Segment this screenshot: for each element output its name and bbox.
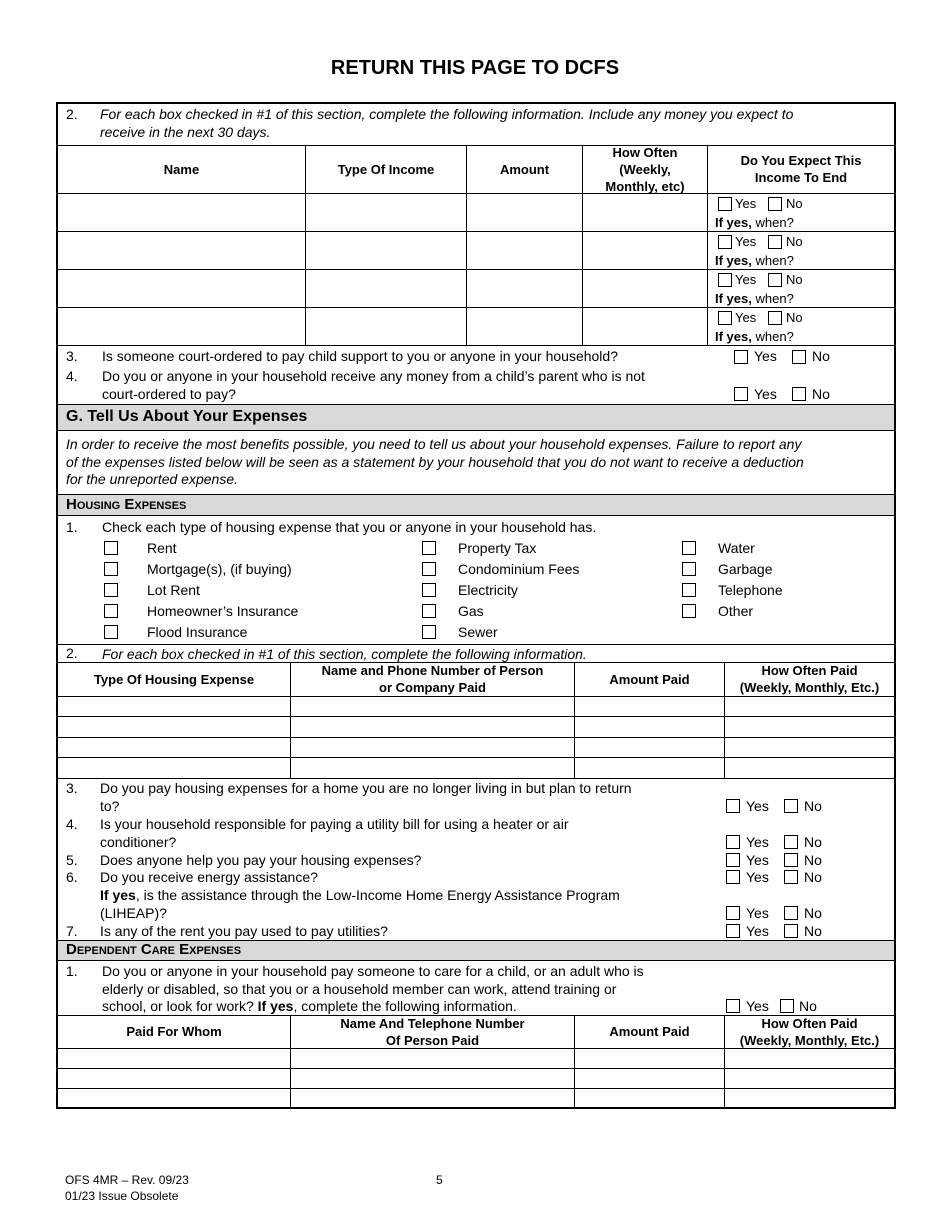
h2-text: For each box checked in #1 of this section, complete the following information. <box>102 646 587 662</box>
water-checkbox[interactable] <box>682 541 696 555</box>
other-checkbox[interactable] <box>682 604 696 618</box>
no-label: No <box>804 834 822 850</box>
yes-label: Yes <box>746 834 769 850</box>
h4-yes-checkbox[interactable] <box>726 835 740 849</box>
no-label: No <box>812 386 830 402</box>
how-often-line1: How Often <box>612 144 678 160</box>
h5-number: 5. <box>66 852 78 868</box>
h6-sub-line1: If yes, is the assistance through the Low-Income Home Energy Assistance Program <box>100 887 620 903</box>
yes-label: Yes <box>746 923 769 939</box>
if-yes-when: If yes, when? <box>715 329 794 344</box>
h4-number: 4. <box>66 816 78 832</box>
housing-expenses-title: Housing Expenses <box>66 496 187 513</box>
rent-checkbox[interactable] <box>104 541 118 555</box>
garbage-checkbox[interactable] <box>682 562 696 576</box>
condominium-fees-label: Condominium Fees <box>458 561 580 577</box>
often-line2: (Weekly, Monthly, Etc.) <box>739 680 880 695</box>
electricity-checkbox[interactable] <box>422 583 436 597</box>
yes-label: Yes <box>746 869 769 885</box>
intro-line2: of the expenses listed below will be seen as a statement by your household that you do not want to receive a deduction <box>66 454 804 470</box>
no-label: No <box>804 923 822 939</box>
gas-label: Gas <box>458 603 484 619</box>
yes-label: Yes <box>746 998 769 1014</box>
yes-label: Yes <box>735 196 757 211</box>
no-label: No <box>812 348 830 364</box>
col-header-amount-paid: Amount Paid <box>609 671 690 687</box>
no-label: No <box>804 905 822 921</box>
col-header-name-phone <box>291 662 574 696</box>
q4-number: 4. <box>66 368 78 384</box>
lot-rent-checkbox[interactable] <box>104 583 118 597</box>
q2-text-line2: receive in the next 30 days. <box>100 124 271 140</box>
col-header-housing-type: Type Of Housing Expense <box>93 671 255 687</box>
sewer-checkbox[interactable] <box>422 625 436 639</box>
col-header-how-often <box>583 145 707 193</box>
income-row3-no-checkbox[interactable] <box>768 273 782 287</box>
flood-insurance-label: Flood Insurance <box>147 624 248 640</box>
mortgage-label: Mortgage(s), (if buying) <box>147 561 292 577</box>
dependent-care-header <box>58 941 894 960</box>
intro-line1: In order to receive the most benefits possible, you need to tell us about your household expenses. Failure to report any <box>66 436 802 452</box>
no-label: No <box>786 272 803 287</box>
rent-label: Rent <box>147 540 177 556</box>
expect-line1: Do You Expect This <box>740 153 862 168</box>
d1-text-line1: Do you or anyone in your household pay someone to care for a child, or an adult who is <box>102 963 644 979</box>
income-row1-yes-checkbox[interactable] <box>718 197 732 211</box>
how-often-line3: Monthly, etc) <box>605 178 685 194</box>
garbage-label: Garbage <box>718 561 773 577</box>
page-title: RETURN THIS PAGE TO DCFS <box>330 57 620 79</box>
h4-no-checkbox[interactable] <box>784 835 798 849</box>
income-row3-yes-checkbox[interactable] <box>718 273 732 287</box>
h3-number: 3. <box>66 780 78 796</box>
h3-no-checkbox[interactable] <box>784 799 798 813</box>
other-label: Other <box>718 603 754 619</box>
col-header-expect-end <box>708 145 894 193</box>
q4-text-line1: Do you or anyone in your household receive any money from a child’s parent who is not <box>102 368 645 384</box>
yes-label: Yes <box>735 234 757 249</box>
telephone-label: Telephone <box>718 582 783 598</box>
col-header-amount: Amount <box>499 161 550 177</box>
d1-text-line2: elderly or disabled, so that you or a household member can work, attend training or <box>102 981 617 997</box>
q2-number: 2. <box>66 106 78 122</box>
no-label: No <box>799 998 817 1014</box>
h2-number: 2. <box>66 645 78 661</box>
section-g-title: G. Tell Us About Your Expenses <box>66 408 308 425</box>
h6-text: Do you receive energy assistance? <box>100 869 318 885</box>
h6-no-checkbox[interactable] <box>784 870 798 884</box>
h7-yes-checkbox[interactable] <box>726 924 740 938</box>
homeowners-insurance-label: Homeowner’s Insurance <box>147 603 299 619</box>
how-often-line2: (Weekly, <box>619 161 671 177</box>
h4-text-line2: conditioner? <box>100 834 177 850</box>
h5-text: Does anyone help you pay your housing expenses? <box>100 852 422 868</box>
expect-line2: Income To End <box>754 170 848 185</box>
d1-yes-checkbox[interactable] <box>726 999 740 1013</box>
if-yes-when: If yes, when? <box>715 253 794 268</box>
h4-text-line1: Is your household responsible for paying a utility bill for using a heater or air <box>100 816 569 832</box>
flood-insurance-checkbox[interactable] <box>104 625 118 639</box>
if-yes-when: If yes, when? <box>715 215 794 230</box>
no-label: No <box>786 310 803 325</box>
d1-number: 1. <box>66 963 78 979</box>
name-phone-line2: or Company Paid <box>379 680 486 695</box>
lot-rent-label: Lot Rent <box>147 582 200 598</box>
yes-label: Yes <box>735 272 757 287</box>
q4-text-line2: court-ordered to pay? <box>102 386 236 402</box>
telephone-checkbox[interactable] <box>682 583 696 597</box>
no-label: No <box>786 234 803 249</box>
q3-text: Is someone court-ordered to pay child support to you or anyone in your household? <box>102 348 618 364</box>
name-phone-line1: Name and Phone Number of Person <box>321 663 544 678</box>
yes-label: Yes <box>735 310 757 325</box>
no-label: No <box>786 196 803 211</box>
sewer-label: Sewer <box>458 624 498 640</box>
liheap-no-checkbox[interactable] <box>784 906 798 920</box>
liheap-yes-checkbox[interactable] <box>726 906 740 920</box>
h3-text-line1: Do you pay housing expenses for a home you are no longer living in but plan to return <box>100 780 632 796</box>
homeowners-insurance-checkbox[interactable] <box>104 604 118 618</box>
yes-label: Yes <box>746 852 769 868</box>
h1-text: Check each type of housing expense that you or anyone in your household has. <box>102 519 597 535</box>
d1-text-line3: school, or look for work? If yes, complete the following information. <box>102 998 517 1014</box>
no-label: No <box>804 798 822 814</box>
property-tax-label: Property Tax <box>458 540 537 556</box>
income-row2-no-checkbox[interactable] <box>768 235 782 249</box>
h5-yes-checkbox[interactable] <box>726 853 740 867</box>
h5-no-checkbox[interactable] <box>784 853 798 867</box>
q3-no-checkbox[interactable] <box>792 350 806 364</box>
col-header-dep-amount-paid: Amount Paid <box>609 1024 690 1039</box>
q3-yes-checkbox[interactable] <box>734 350 748 364</box>
h6-yes-checkbox[interactable] <box>726 870 740 884</box>
yes-label: Yes <box>754 348 777 364</box>
gas-checkbox[interactable] <box>422 604 436 618</box>
h6-sub-line2: (LIHEAP)? <box>100 905 167 921</box>
h7-number: 7. <box>66 923 78 939</box>
page-number: 5 <box>436 1173 443 1187</box>
income-row2-yes-checkbox[interactable] <box>718 235 732 249</box>
h7-text: Is any of the rent you pay used to pay utilities? <box>100 923 388 939</box>
h3-text-line2: to? <box>100 798 120 814</box>
income-row4-no-checkbox[interactable] <box>768 311 782 325</box>
yes-label: Yes <box>746 905 769 921</box>
water-label: Water <box>718 540 755 556</box>
h1-number: 1. <box>66 519 78 535</box>
income-row1-no-checkbox[interactable] <box>768 197 782 211</box>
col-header-name: Name <box>163 161 200 177</box>
section-g-header <box>58 405 894 430</box>
col-header-how-often-paid <box>725 662 894 696</box>
d1-no-checkbox[interactable] <box>780 999 794 1013</box>
yes-label: Yes <box>746 798 769 814</box>
h3-yes-checkbox[interactable] <box>726 799 740 813</box>
col-header-paid-for-whom: Paid For Whom <box>126 1024 222 1039</box>
dep-often-line2: (Weekly, Monthly, Etc.) <box>739 1032 880 1048</box>
condominium-fees-checkbox[interactable] <box>422 562 436 576</box>
col-header-dep-how-often <box>725 1015 894 1048</box>
yes-label: Yes <box>754 386 777 402</box>
if-yes-when: If yes, when? <box>715 291 794 306</box>
name-tel-line2: Of Person Paid <box>385 1032 480 1048</box>
property-tax-checkbox[interactable] <box>422 541 436 555</box>
q3-number: 3. <box>66 348 78 364</box>
q2-text-line1: For each box checked in #1 of this section, complete the following information. Include any money you expect to <box>100 106 794 122</box>
electricity-label: Electricity <box>458 582 518 598</box>
dep-often-line1: How Often Paid <box>761 1015 858 1031</box>
h6-number: 6. <box>66 869 78 885</box>
form-frame <box>56 102 896 1109</box>
name-tel-line1: Name And Telephone Number <box>340 1015 525 1031</box>
col-header-type-of-income: Type Of Income <box>337 161 435 177</box>
q4-yes-checkbox[interactable] <box>734 387 748 401</box>
housing-expenses-header <box>58 495 894 515</box>
intro-line3: for the unreported expense. <box>66 471 239 487</box>
mortgage-checkbox[interactable] <box>104 562 118 576</box>
q4-no-checkbox[interactable] <box>792 387 806 401</box>
footer-form-id: OFS 4MR – Rev. 09/23 <box>65 1173 189 1187</box>
no-label: No <box>804 852 822 868</box>
no-label: No <box>804 869 822 885</box>
income-row4-yes-checkbox[interactable] <box>718 311 732 325</box>
col-header-name-telephone <box>291 1015 574 1048</box>
footer-obsolete-note: 01/23 Issue Obsolete <box>65 1189 179 1203</box>
often-line1: How Often Paid <box>761 663 858 678</box>
h7-no-checkbox[interactable] <box>784 924 798 938</box>
dependent-care-title: Dependent Care Expenses <box>66 941 242 958</box>
